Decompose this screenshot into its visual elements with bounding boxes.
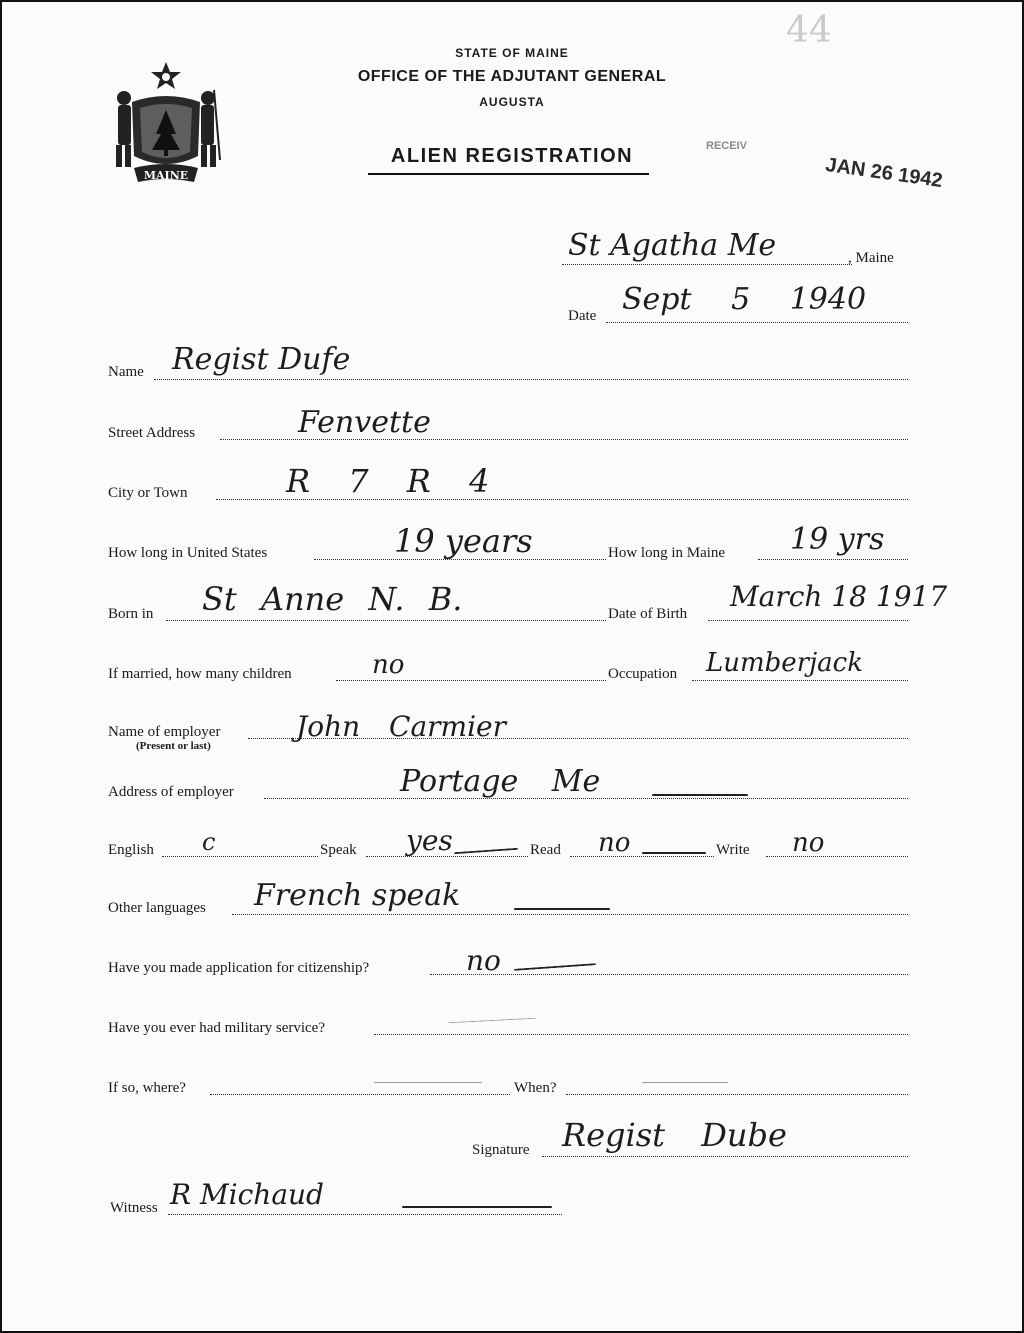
where-flourish xyxy=(374,1082,482,1083)
seal-banner-text: MAINE xyxy=(143,169,189,182)
how-long-maine-line xyxy=(758,559,908,560)
speak-entry: yes xyxy=(406,824,453,857)
occupation-line xyxy=(692,680,908,681)
speak-flourish xyxy=(454,848,518,854)
citizenship-flourish xyxy=(514,963,596,971)
read-entry: no xyxy=(598,828,631,858)
city-label: City or Town xyxy=(108,485,188,501)
citizenship-line xyxy=(430,974,908,975)
occupation-entry: Lumberjack xyxy=(706,648,864,678)
form-title: ALIEN REGISTRATION xyxy=(390,145,634,167)
street-address-entry: Fenvette xyxy=(298,405,431,440)
date-line xyxy=(606,322,908,323)
citizenship-label: Have you made application for citizenship? xyxy=(108,960,370,976)
witness-label: Witness xyxy=(110,1200,158,1216)
how-long-us-label: How long in United States xyxy=(108,545,268,561)
date-of-birth-entry: March 18 1917 xyxy=(730,580,948,613)
employer-address-entry: Portage Me xyxy=(400,764,601,799)
employer-note: (Present or last) xyxy=(136,740,211,752)
name-entry: Regist Dufe xyxy=(172,342,351,377)
signature-entry: Regist Dube xyxy=(562,1116,787,1154)
name-line xyxy=(154,379,908,380)
city-entry: R 7 R 4 xyxy=(286,462,490,500)
write-line xyxy=(766,856,908,857)
children-entry: no xyxy=(372,650,405,680)
city-heading: AUGUSTA xyxy=(479,95,545,109)
title-underline xyxy=(368,173,649,175)
children-line xyxy=(336,680,606,681)
other-languages-flourish xyxy=(514,908,610,910)
street-address-label: Street Address xyxy=(108,425,196,441)
born-in-label: Born in xyxy=(108,606,154,622)
date-of-birth-label: Date of Birth xyxy=(608,606,688,622)
date-label: Date xyxy=(568,308,597,324)
when-label: When? xyxy=(514,1080,557,1096)
military-flourish xyxy=(448,1018,536,1024)
state-seal-icon xyxy=(110,60,222,186)
write-entry: no xyxy=(792,828,825,858)
english-entry: c xyxy=(202,828,216,856)
employer-name-entry: John Carmier xyxy=(296,710,507,743)
english-label: English xyxy=(108,842,154,858)
employer-name-label: Name of employer xyxy=(108,724,221,740)
how-long-maine-entry: 19 yrs xyxy=(790,522,885,557)
how-long-us-entry: 19 years xyxy=(394,522,533,560)
date-entry: Sept 5 1940 xyxy=(622,282,867,317)
town-line xyxy=(562,264,852,265)
witness-line xyxy=(168,1214,562,1215)
received-date-stamp: JAN 26 1942 xyxy=(824,153,944,193)
born-in-entry: St Anne N. B. xyxy=(202,580,463,618)
children-label: If married, how many children xyxy=(108,666,292,682)
witness-flourish xyxy=(402,1206,552,1208)
occupation-label: Occupation xyxy=(608,666,678,682)
read-label: Read xyxy=(530,842,561,858)
born-in-line xyxy=(166,620,606,621)
other-languages-line xyxy=(232,914,908,915)
write-label: Write xyxy=(716,842,750,858)
state-heading: STATE OF MAINE xyxy=(455,46,569,60)
other-languages-label: Other languages xyxy=(108,900,206,916)
office-heading: OFFICE OF THE ADJUTANT GENERAL xyxy=(357,68,667,85)
employer-address-label: Address of employer xyxy=(108,784,234,800)
how-long-maine-label: How long in Maine xyxy=(608,545,726,561)
when-flourish xyxy=(642,1082,728,1083)
signature-line xyxy=(542,1156,908,1157)
where-label: If so, where? xyxy=(108,1080,186,1096)
read-flourish xyxy=(642,852,706,854)
employer-address-flourish xyxy=(652,794,748,796)
english-line xyxy=(162,856,318,857)
military-line xyxy=(374,1034,908,1035)
maine-label: , Maine xyxy=(848,250,894,266)
citizenship-entry: no xyxy=(466,944,501,977)
when-line xyxy=(566,1094,908,1095)
name-label: Name xyxy=(108,364,144,380)
town-entry: St Agatha Me xyxy=(568,228,777,263)
other-languages-entry: French speak xyxy=(254,878,461,913)
received-stamp-fragment: RECEIV xyxy=(706,140,747,152)
signature-label: Signature xyxy=(472,1142,530,1158)
where-line xyxy=(210,1094,510,1095)
page-number: 44 xyxy=(786,10,832,51)
speak-label: Speak xyxy=(320,842,357,858)
military-label: Have you ever had military service? xyxy=(108,1020,325,1036)
read-line xyxy=(570,856,714,857)
witness-entry: R Michaud xyxy=(170,1178,324,1211)
date-of-birth-line xyxy=(708,620,908,621)
